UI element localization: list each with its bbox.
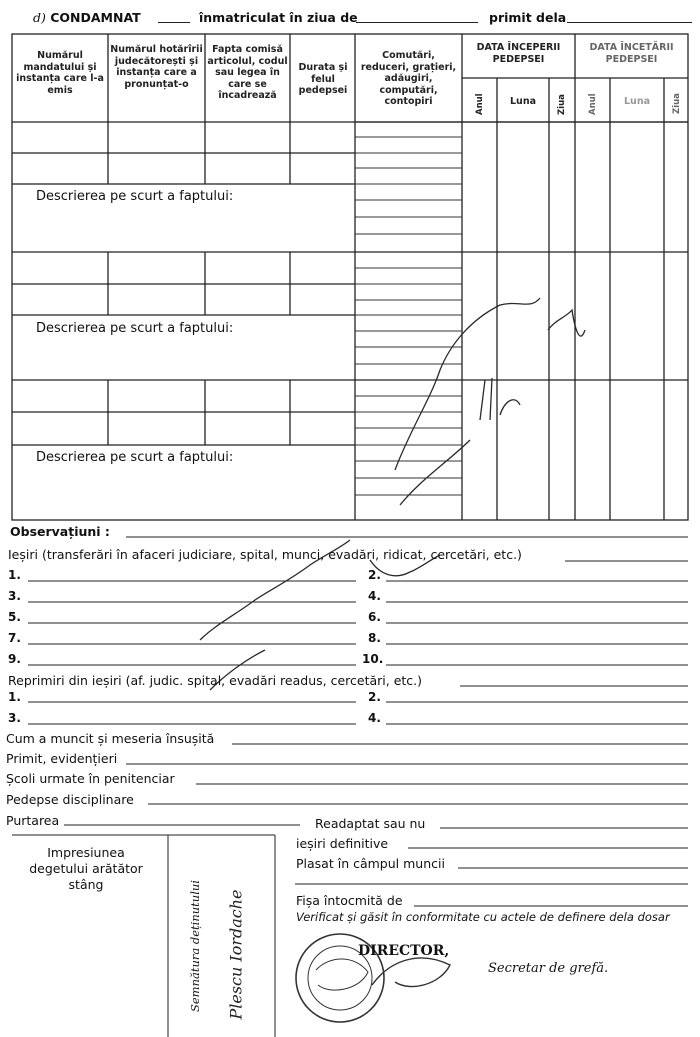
data-incetarii-header: DATA ÎNCETĂRII PEDEPSEI bbox=[589, 42, 674, 65]
reprimiri-num-1: 1. bbox=[8, 690, 21, 704]
reprimiri-title: Reprimiri din ieșiri (af. judic. spital, evadări readus, cercetări, etc.) bbox=[8, 673, 423, 688]
impresiunea-label: Impresiunea degetului arătător stâng bbox=[29, 845, 143, 892]
data-inceperii-header: DATA ÎNCEPERII PEDEPSEI bbox=[476, 42, 561, 65]
reprimiri-num-2: 2. bbox=[368, 690, 381, 704]
iesiri-num-1: 1. bbox=[8, 568, 21, 582]
secretar-label: Secretar de grefă. bbox=[488, 961, 609, 976]
iesiri-num-10: 10. bbox=[362, 652, 384, 666]
col-durata-header: Durata și felul pedepsei bbox=[298, 62, 348, 96]
muncit-label: Cum a muncit și meseria însușită bbox=[6, 731, 215, 746]
start-luna-label: Luna bbox=[510, 96, 536, 107]
pedepse-label: Pedepse disciplinare bbox=[6, 792, 134, 807]
reprimiri-num-3: 3. bbox=[8, 711, 21, 725]
inmatriculat-label: înmatriculat în ziua de bbox=[199, 10, 358, 25]
start-ziua-label: Ziua bbox=[557, 94, 567, 115]
handwriting-marks bbox=[200, 298, 585, 690]
readaptat-label: Readaptat sau nu bbox=[315, 816, 426, 831]
verificat-text: Verificat și găsit în conformitate cu actele de definere dela dosar bbox=[296, 910, 670, 924]
iesiri-num-9: 9. bbox=[8, 652, 21, 666]
end-anul-label: Anul bbox=[588, 93, 598, 115]
director-label: DIRECTOR, bbox=[358, 943, 450, 959]
descriere-faptului-3: Descrierea pe scurt a faptului: bbox=[36, 450, 234, 465]
iesiri-definitive-label: ieșiri definitive bbox=[296, 836, 389, 851]
start-anul-label: Anul bbox=[475, 93, 485, 115]
col-mandat-header: Numărul mandatului și instanța care l-a emis bbox=[16, 50, 104, 96]
iesiri-title: Ieșiri (transferări în afaceri judiciare, spital, munci, evadări, ridicat, cercetări, etc.) bbox=[8, 547, 522, 562]
col-fapta-header: Fapta comisă articolul, codul sau legea în care se încadrează bbox=[207, 44, 288, 101]
iesiri-num-6: 6. bbox=[368, 610, 381, 624]
iesiri-num-8: 8. bbox=[368, 631, 381, 645]
observatiuni-label: Observațiuni : bbox=[10, 524, 110, 539]
primit-dela-label: primit dela bbox=[489, 10, 567, 25]
iesiri-num-4: 4. bbox=[368, 589, 381, 603]
fisa-label: Fișa întocmită de bbox=[296, 893, 403, 908]
signature-handwriting: Plescu Iordache bbox=[226, 889, 246, 1020]
purtarea-label: Purtarea bbox=[6, 813, 60, 828]
descriere-faptului-1: Descrierea pe scurt a faptului: bbox=[36, 189, 234, 204]
condamnat-label: CONDAMNAT bbox=[50, 10, 141, 25]
iesiri-num-2: 2. bbox=[368, 568, 381, 582]
iesiri-num-3: 3. bbox=[8, 589, 21, 603]
section-letter: d) bbox=[33, 10, 46, 25]
end-luna-label: Luna bbox=[624, 96, 650, 107]
primit-evidentieri-label: Primit, evidențieri bbox=[6, 751, 118, 766]
scoli-label: Școli urmate în penitenciar bbox=[6, 771, 175, 786]
plasat-label: Plasat în câmpul muncii bbox=[296, 856, 445, 871]
col-comutari-header: Comutări, reduceri, grațieri, adăugiri, computări, contopiri bbox=[360, 50, 457, 107]
end-ziua-label: Ziua bbox=[672, 93, 682, 114]
descriere-faptului-2: Descrierea pe scurt a faptului: bbox=[36, 321, 234, 336]
col-hotarire-header: Numărul hotărîrii judecătorești și instanța care a pronunțat-o bbox=[110, 44, 203, 90]
iesiri-num-7: 7. bbox=[8, 631, 21, 645]
reprimiri-num-4: 4. bbox=[368, 711, 381, 725]
semnatura-label: Semnătura deținutului bbox=[188, 880, 202, 1012]
iesiri-num-5: 5. bbox=[8, 610, 21, 624]
